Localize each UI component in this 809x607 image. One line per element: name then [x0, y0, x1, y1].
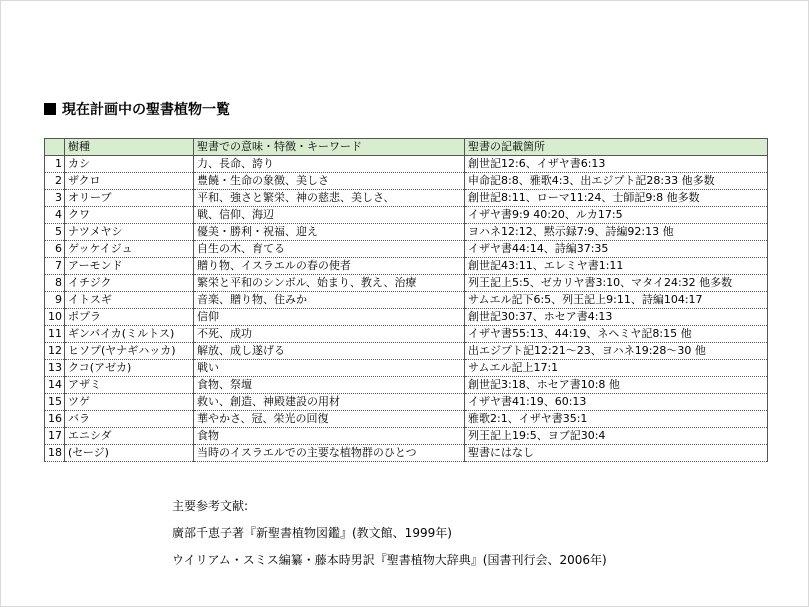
square-bullet-icon [44, 103, 56, 115]
table-row [45, 173, 768, 190]
cell-meaning: 音楽、贈り物、住みか [194, 292, 465, 309]
table-row [45, 207, 768, 224]
plant-table [44, 138, 768, 462]
cell-reference: 申命記8:8、雅歌4:3、出エジプト記28:33 他多数 [465, 173, 768, 190]
reference-item: 廣部千恵子著『新聖書植物図鑑』(教文館、1999年) [172, 526, 452, 540]
cell-species: クワ [65, 207, 194, 224]
cell-meaning: 食物、祭壇 [194, 377, 465, 394]
header-reference: 聖書の記載箇所 [465, 139, 768, 156]
cell-species: ヒソプ(ヤナギハッカ) [65, 343, 194, 360]
table-row [45, 258, 768, 275]
header-meaning: 聖書での意味・特徴・キーワード [194, 139, 465, 156]
cell-meaning: 繁栄と平和のシンボル、始まり、教え、治療 [194, 275, 465, 292]
reference-item: ウイリアム・スミス編纂・藤本時男訳『聖書植物大辞典』(国書刊行会、2006年) [172, 553, 607, 567]
header-number [45, 139, 65, 156]
cell-meaning: 自生の木、育てる [194, 241, 465, 258]
cell-species: クコ(アゼカ) [65, 360, 194, 377]
cell-reference: 創世記3:18、ホセア書10:8 他 [465, 377, 768, 394]
cell-species: (セージ) [65, 445, 194, 462]
section-heading-text: 現在計画中の聖書植物一覧 [62, 102, 230, 118]
cell-number: 15 [45, 394, 65, 411]
cell-reference: イザヤ書44:14、詩編37:35 [465, 241, 768, 258]
cell-reference: 雅歌2:1、イザヤ書35:1 [465, 411, 768, 428]
table-row [45, 156, 768, 173]
cell-reference: サムエル記下6:5、列王記上9:11、詩編104:17 [465, 292, 768, 309]
cell-reference: 聖書にはなし [465, 445, 768, 462]
cell-number: 17 [45, 428, 65, 445]
table-header-row [45, 139, 768, 156]
cell-meaning: 豊饒・生命の象徴、美しさ [194, 173, 465, 190]
table-row [45, 275, 768, 292]
cell-number: 4 [45, 207, 65, 224]
table-row [45, 292, 768, 309]
cell-reference: イザヤ書55:13、44:19、ネヘミヤ記8:15 他 [465, 326, 768, 343]
table-row [45, 360, 768, 377]
cell-species: アーモンド [65, 258, 194, 275]
cell-number: 13 [45, 360, 65, 377]
cell-meaning: 食物 [194, 428, 465, 445]
cell-meaning: 戦い [194, 360, 465, 377]
section-heading [44, 99, 230, 119]
cell-species: ザクロ [65, 173, 194, 190]
cell-meaning: 当時のイスラエルでの主要な植物群のひとつ [194, 445, 465, 462]
cell-number: 9 [45, 292, 65, 309]
cell-meaning: 信仰 [194, 309, 465, 326]
table-row [45, 411, 768, 428]
cell-number: 14 [45, 377, 65, 394]
cell-reference: 出エジプト記12:21～23、ヨハネ19:28～30 他 [465, 343, 768, 360]
cell-meaning: 贈り物、イスラエルの春の使者 [194, 258, 465, 275]
table-row [45, 224, 768, 241]
cell-number: 12 [45, 343, 65, 360]
cell-meaning: 優美・勝利・祝福、迎え [194, 224, 465, 241]
cell-reference: 創世記43:11、エレミヤ書1:11 [465, 258, 768, 275]
cell-species: イチジク [65, 275, 194, 292]
table-row [45, 394, 768, 411]
cell-species: ナツメヤシ [65, 224, 194, 241]
cell-number: 10 [45, 309, 65, 326]
cell-reference: 創世記12:6、イザヤ書6:13 [465, 156, 768, 173]
table-row [45, 241, 768, 258]
table-row [45, 445, 768, 462]
cell-species: ツゲ [65, 394, 194, 411]
cell-reference: サムエル記上17:1 [465, 360, 768, 377]
cell-number: 8 [45, 275, 65, 292]
cell-number: 11 [45, 326, 65, 343]
cell-number: 6 [45, 241, 65, 258]
cell-species: ゲッケイジュ [65, 241, 194, 258]
table-row [45, 428, 768, 445]
cell-reference: 創世記30:37、ホセア書4:13 [465, 309, 768, 326]
cell-species: ポプラ [65, 309, 194, 326]
cell-number: 18 [45, 445, 65, 462]
cell-meaning: 戦、信仰、海辺 [194, 207, 465, 224]
cell-reference: ヨハネ12:12、黙示録7:9、詩編92:13 他 [465, 224, 768, 241]
cell-species: オリーブ [65, 190, 194, 207]
cell-reference: 列王記上19:5、ヨブ記30:4 [465, 428, 768, 445]
cell-number: 5 [45, 224, 65, 241]
cell-reference: イザヤ書9:9 40:20、ルカ17:5 [465, 207, 768, 224]
cell-number: 7 [45, 258, 65, 275]
cell-reference: 創世記8:11、ローマ11:24、士師記9:8 他多数 [465, 190, 768, 207]
table-row [45, 377, 768, 394]
header-species: 樹種 [65, 139, 194, 156]
cell-meaning: 不死、成功 [194, 326, 465, 343]
references [172, 496, 607, 577]
cell-meaning: 華やかさ、冠、栄光の回復 [194, 411, 465, 428]
cell-species: イトスギ [65, 292, 194, 309]
cell-species: バラ [65, 411, 194, 428]
cell-number: 3 [45, 190, 65, 207]
cell-meaning: 力、長命、誇り [194, 156, 465, 173]
references-title: 主要参考文献: [172, 499, 249, 513]
cell-number: 1 [45, 156, 65, 173]
cell-meaning: 平和、強さと繁栄、神の慈悲、美しさ、 [194, 190, 465, 207]
table-row [45, 343, 768, 360]
table-row [45, 309, 768, 326]
cell-species: アザミ [65, 377, 194, 394]
cell-number: 2 [45, 173, 65, 190]
cell-species: カシ [65, 156, 194, 173]
table-row [45, 326, 768, 343]
cell-reference: イザヤ書41:19、60:13 [465, 394, 768, 411]
cell-reference: 列王記上5:5、ゼカリヤ書3:10、マタイ24:32 他多数 [465, 275, 768, 292]
cell-species: ギンバイカ(ミルトス) [65, 326, 194, 343]
cell-number: 16 [45, 411, 65, 428]
table-row [45, 190, 768, 207]
cell-species: エニシダ [65, 428, 194, 445]
cell-meaning: 救い、創造、神殿建設の用材 [194, 394, 465, 411]
cell-meaning: 解放、成し遂げる [194, 343, 465, 360]
